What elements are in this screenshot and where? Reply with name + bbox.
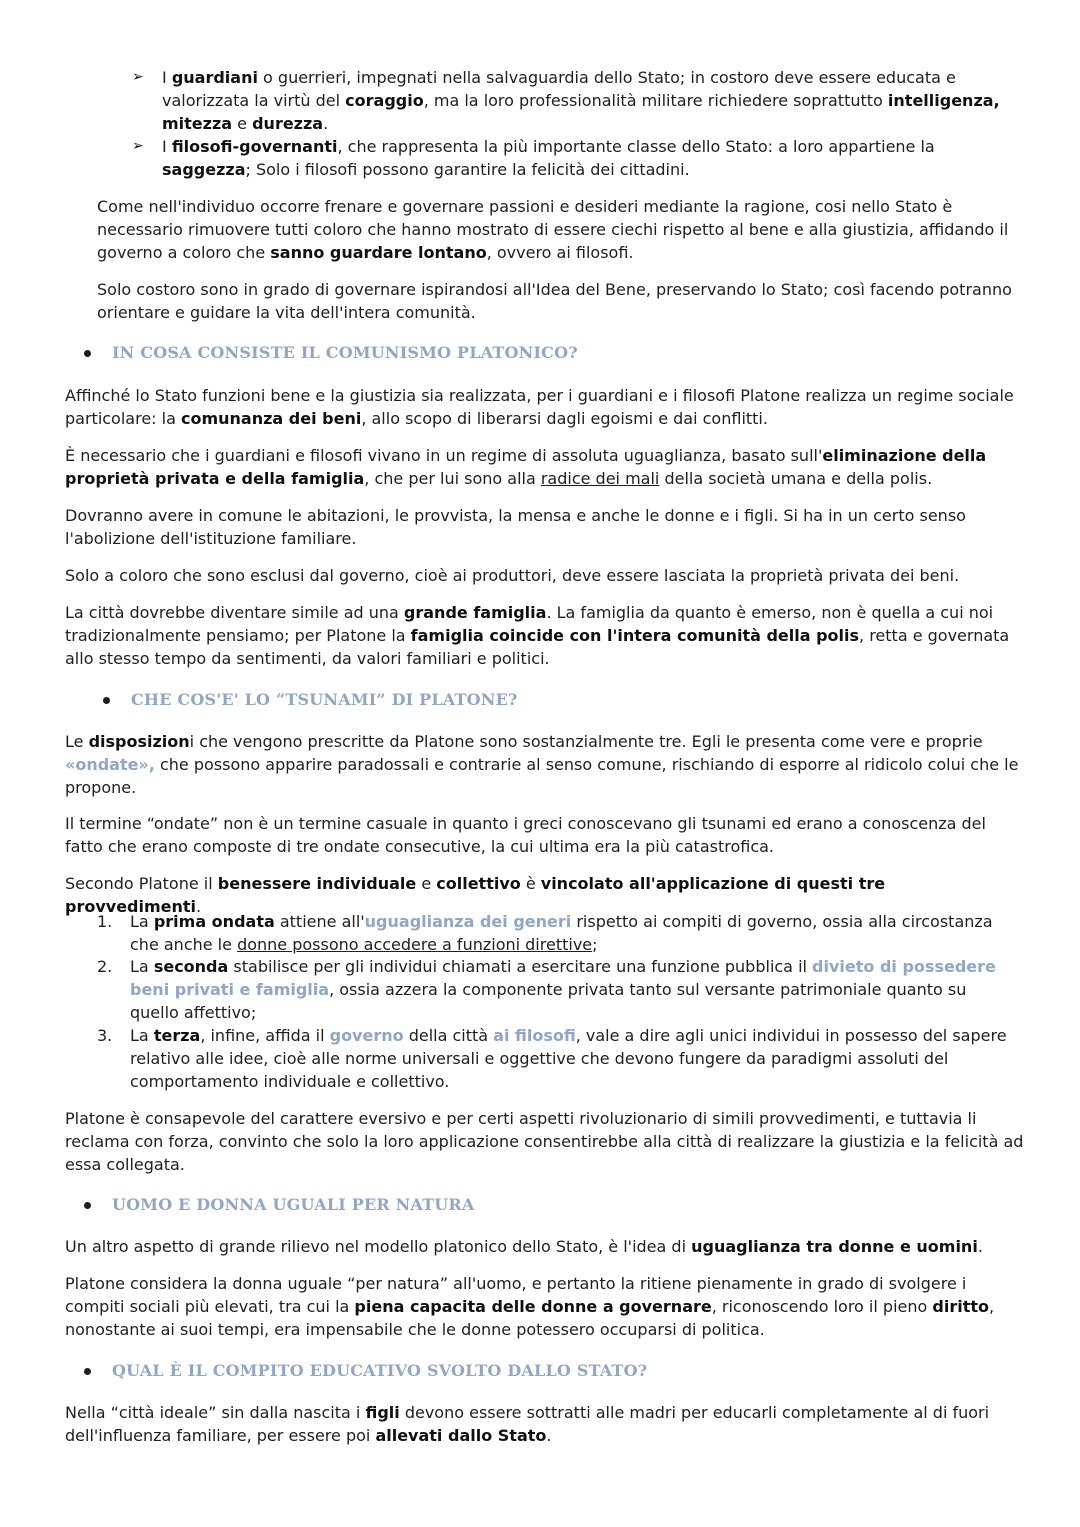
text-run: Platone considera la donna uguale “per natura” all'uomo, e pertanto la ritiene pienamente in grado di svolgere i compiti sociali più elevati, tra cui la xyxy=(65,1274,967,1316)
text-run: della città xyxy=(403,1026,494,1045)
bold-text: durezza xyxy=(252,114,324,133)
paragraph xyxy=(65,384,1025,430)
text-run: della società umana e della polis. xyxy=(659,469,933,488)
paragraph xyxy=(65,812,1025,858)
text-run: i che vengono prescritte da Platone sono sostanzialmente tre. Egli le presenta come vere e proprie xyxy=(189,732,983,751)
text-run: , nonostante ai suoi tempi, era impensabile che le donne potessero occuparsi di politica. xyxy=(65,1297,995,1339)
bold-text: uguaglianza tra donne e uomini xyxy=(691,1237,978,1256)
bold-text: intelligenza, mitezza xyxy=(162,91,1000,133)
text-run: , infine, affida il xyxy=(200,1026,330,1045)
numbered-item-text xyxy=(130,955,1017,1024)
paragraph xyxy=(97,195,1017,264)
text-run: attiene all' xyxy=(274,912,365,931)
bold-text: vincolato all'applicazione di questi tre provvedimenti xyxy=(65,874,886,916)
text-run: Come nell'individuo occorre frenare e governare passioni e desideri mediante la ragione, cosi nello Stato è necessario rimuovere tutti coloro che hanno mostrato di essere ciechi rispetto al bene e alla giustizia, affidando il governo a coloro che xyxy=(97,197,1009,262)
text-run: Dovranno avere in comune le abitazioni, le provvista, la mensa e anche le donne e i figli. Si ha in un certo senso l'abolizione dell'istituzione familiare. xyxy=(65,506,966,548)
section-heading-text: IN COSA CONSISTE IL COMUNISMO PLATONICO? xyxy=(112,343,578,362)
bullet-text xyxy=(162,135,1022,181)
text-run: devono essere sottratti alle madri per educarli completamente al di fuori dell'influenza familiare, per essere poi xyxy=(65,1403,990,1445)
bullet-item-filosofi xyxy=(132,135,1022,181)
text-run: . xyxy=(323,114,329,133)
text-run: La xyxy=(130,1026,154,1045)
paragraph xyxy=(65,601,1025,670)
bold-text: seconda xyxy=(153,957,229,976)
text-run: , che per lui sono alla xyxy=(364,469,541,488)
text-run: , allo scopo di liberarsi dagli egoismi e dai conflitti. xyxy=(361,409,768,428)
text-run: I xyxy=(162,68,172,87)
text-run: ; Solo i filosofi possono garantire la felicità dei cittadini. xyxy=(245,160,690,179)
numbered-item xyxy=(97,1024,1017,1093)
bullet-dot-icon xyxy=(103,697,110,704)
text-run: , che rappresenta la più importante classe dello Stato: a loro appartiene la xyxy=(337,137,935,156)
arrow-bullet-icon: ➢ xyxy=(132,69,144,85)
text-run: , ovvero ai filosofi. xyxy=(486,243,634,262)
list-number: 3. xyxy=(97,1026,113,1045)
paragraph xyxy=(65,730,1025,799)
bold-text: saggezza xyxy=(162,160,246,179)
text-run: , ma la loro professionalità militare richiedere soprattutto xyxy=(423,91,888,110)
bullet-dot-icon xyxy=(84,350,91,357)
highlight-text: «ondate», xyxy=(65,755,155,774)
underlined-text: donne possono accedere a funzioni direttive xyxy=(237,935,593,954)
text-run: Solo costoro sono in grado di governare ispirandosi all'Idea del Bene, preservando lo Stato; così facendo potranno orientare e guidare la vita dell'intera comunità. xyxy=(97,280,1012,322)
underlined-text: radice dei mali xyxy=(540,469,660,488)
text-run: La xyxy=(130,957,154,976)
paragraph xyxy=(65,1272,1025,1341)
text-run: ; xyxy=(592,935,598,954)
paragraph xyxy=(65,444,1025,490)
text-run: . xyxy=(196,897,202,916)
list-number: 2. xyxy=(97,957,113,976)
numbered-item xyxy=(97,910,1017,956)
text-run: Nella “città ideale” sin dalla nascita i xyxy=(65,1403,366,1422)
text-run: o guerrieri, impegnati nella salvaguardia dello Stato; in costoro deve essere educata e valorizzata la virtù del xyxy=(162,68,956,110)
bold-text: coraggio xyxy=(345,91,424,110)
section-heading-text: QUAL È IL COMPITO EDUCATIVO SVOLTO DALLO STATO? xyxy=(112,1361,648,1380)
text-run: , vale a dire agli unici individui in possesso del sapere relativo alle idee, cioè alle norme universali e oggettive che devono fungere da paradigmi assoluti del comportamento individuale e collettivo. xyxy=(130,1026,1007,1091)
bold-text: allevati dallo Stato xyxy=(375,1426,547,1445)
bold-text: piena capacita delle donne a governare xyxy=(354,1297,712,1316)
text-run: La xyxy=(130,912,154,931)
paragraph xyxy=(65,1401,1025,1447)
bold-text: grande famiglia xyxy=(403,603,547,622)
paragraph xyxy=(65,564,1025,587)
bold-text: sanno guardare lontano xyxy=(270,243,487,262)
numbered-item-text xyxy=(130,910,1017,956)
text-run: è xyxy=(520,874,541,893)
text-run: I xyxy=(162,137,172,156)
section-heading-text: UOMO E DONNA UGUALI PER NATURA xyxy=(112,1195,475,1214)
text-run: Platone è consapevole del carattere eversivo e per certi aspetti rivoluzionario di simili provvedimenti, e tuttavia li reclama con forza, convinto che solo la loro applicazione consentirebbe alla città di realizzare la giustizia e la felicità ad essa collegata. xyxy=(65,1109,1024,1174)
bold-text: comunanza dei beni xyxy=(180,409,362,428)
bold-text: disposizion xyxy=(88,732,190,751)
paragraph xyxy=(65,504,1025,550)
text-run: . xyxy=(546,1426,552,1445)
text-run: , riconoscendo loro il pieno xyxy=(711,1297,933,1316)
bold-text: eliminazione della proprietà privata e della famiglia xyxy=(65,446,987,488)
bold-text: terza xyxy=(153,1026,201,1045)
text-run: che possono apparire paradossali e contrarie al senso comune, rischiando di esporre al ridicolo colui che le propone. xyxy=(65,755,1019,797)
paragraph xyxy=(97,278,1017,324)
paragraph xyxy=(65,1107,1025,1176)
highlight-text: divieto di possedere beni privati e famiglia xyxy=(130,957,996,999)
text-run: stabilisce per gli individui chiamati a esercitare una funzione pubblica il xyxy=(228,957,813,976)
bold-text: filosofi-governanti xyxy=(171,137,338,156)
text-run: . La famiglia da quanto è emerso, non è quella a cui noi tradizionalmente pensiamo; per Platone la xyxy=(65,603,994,645)
bullet-text xyxy=(162,66,1022,135)
text-run: Le xyxy=(65,732,89,751)
text-run: rispetto ai compiti di governo, ossia alla circostanza che anche le xyxy=(130,912,993,954)
numbered-item xyxy=(97,955,1017,1024)
numbered-item-text xyxy=(130,1024,1017,1093)
list-number: 1. xyxy=(97,912,113,931)
arrow-bullet-icon: ➢ xyxy=(132,138,144,154)
bold-text: famiglia coincide con l'intera comunità della polis xyxy=(410,626,860,645)
bold-text: figli xyxy=(365,1403,400,1422)
text-run: Affinché lo Stato funzioni bene e la giustizia sia realizzata, per i guardiani e i filosofi Platone realizza un regime sociale particolare: la xyxy=(65,386,1014,428)
bullet-dot-icon xyxy=(84,1202,91,1209)
bold-text: guardiani xyxy=(171,68,258,87)
text-run: Secondo Platone il xyxy=(65,874,218,893)
highlight-text: ai filosofi xyxy=(493,1026,576,1045)
bullet-dot-icon xyxy=(84,1368,91,1375)
bold-text: prima ondata xyxy=(153,912,275,931)
text-run: Un altro aspetto di grande rilievo nel modello platonico dello Stato, è l'idea di xyxy=(65,1237,692,1256)
bold-text: diritto xyxy=(932,1297,989,1316)
text-run: Il termine “ondate” non è un termine casuale in quanto i greci conoscevano gli tsunami ed erano a conoscenza del fatto che erano composte di tre ondate consecutive, la cui ultima era la più catastrofica. xyxy=(65,814,986,856)
text-run: , retta e governata allo stesso tempo da sentimenti, da valori familiari e politici. xyxy=(65,626,1010,668)
highlight-text: governo xyxy=(329,1026,404,1045)
text-run: . xyxy=(977,1237,983,1256)
text-run: , ossia azzera la componente privata tanto sul versante patrimoniale quanto su quello affettivo; xyxy=(130,980,967,1022)
bold-text: benessere individuale xyxy=(217,874,417,893)
highlight-text: uguaglianza dei generi xyxy=(364,912,572,931)
section-heading-text: CHE COS'E' LO “TSUNAMI” DI PLATONE? xyxy=(131,690,518,709)
text-run: e xyxy=(232,114,253,133)
bullet-item-guardiani xyxy=(132,66,1022,135)
text-run: Solo a coloro che sono esclusi dal governo, cioè ai produttori, deve essere lasciata la proprietà privata dei beni. xyxy=(65,566,960,585)
bold-text: collettivo xyxy=(436,874,521,893)
paragraph xyxy=(65,1235,1025,1258)
text-run: e xyxy=(416,874,437,893)
text-run: È necessario che i guardiani e filosofi vivano in un regime di assoluta uguaglianza, basato sull' xyxy=(65,446,823,465)
text-run: La città dovrebbe diventare simile ad una xyxy=(65,603,404,622)
